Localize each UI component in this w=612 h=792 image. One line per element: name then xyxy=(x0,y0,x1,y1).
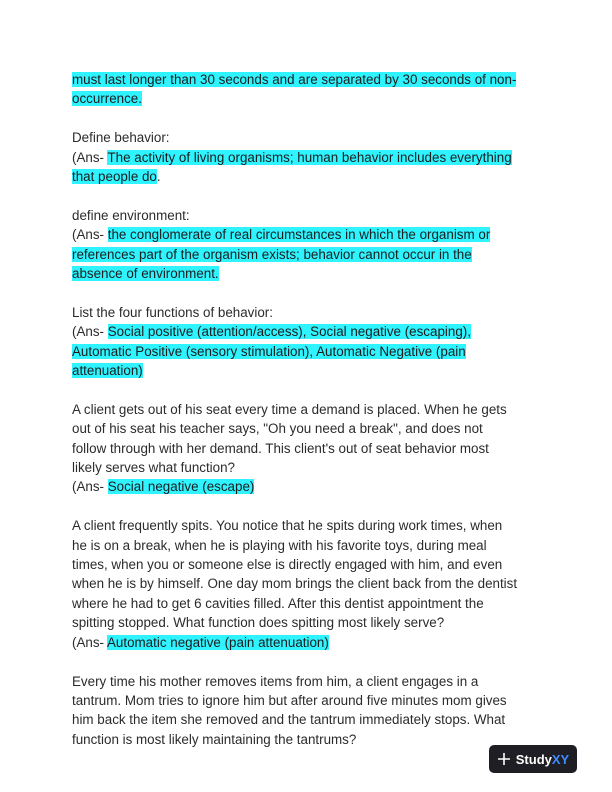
logo-text-accent: XY xyxy=(551,751,570,767)
studyxy-logo xyxy=(489,745,577,773)
highlighted-answer: that people do xyxy=(72,169,157,185)
answer-line xyxy=(72,342,542,361)
answer-line xyxy=(72,148,542,167)
qa-block-define-behavior xyxy=(72,128,542,186)
qa-block-define-environment xyxy=(72,206,542,284)
answer-line xyxy=(72,477,542,496)
question-line: A client frequently spits. You notice that he spits during work times, when xyxy=(72,518,503,534)
qa-block-out-of-seat xyxy=(72,400,542,497)
question-line: he is on a break, when he is playing with his favorite toys, during meal xyxy=(72,537,487,553)
highlighted-answer: Social negative (escape) xyxy=(107,479,255,495)
question-line: spitting stopped. What function does spitting most likely serve? xyxy=(72,615,445,631)
question-line: times, when you or someone else is directly engaged with him, and even xyxy=(72,557,503,573)
question-line: Every time his mother removes items from him, a client engages in a xyxy=(72,673,479,689)
text-line xyxy=(72,89,542,108)
answer-line xyxy=(72,167,542,186)
highlighted-answer: the conglomerate of real circumstances in which the organism or xyxy=(107,227,491,243)
answer-line xyxy=(72,322,542,341)
question-line: Define behavior: xyxy=(72,130,170,146)
qa-block-spitting xyxy=(72,516,542,652)
answer-tail: . xyxy=(156,169,161,185)
text-line xyxy=(72,70,542,89)
question-line: likely serves what function? xyxy=(72,460,235,476)
highlighted-answer: Automatic negative (pain attenuation) xyxy=(106,634,329,650)
answer-line xyxy=(72,361,542,380)
highlighted-answer: The activity of living organisms; human behavior includes everything xyxy=(107,149,512,165)
question-line: out of his seat his teacher says, "Oh you need a break", and does not xyxy=(72,421,483,437)
answer-line xyxy=(72,633,542,652)
highlighted-answer: references part of the organism exists; behavior cannot occur in the xyxy=(72,246,472,262)
answer-prefix: (Ans- xyxy=(72,479,108,495)
highlighted-answer: Automatic Positive (sensory stimulation), Automatic Negative (pain xyxy=(72,343,466,359)
answer-prefix: (Ans- xyxy=(72,324,108,340)
question-line: function is most likely maintaining the tantrums? xyxy=(72,731,357,747)
qa-block-four-functions xyxy=(72,303,542,381)
highlighted-answer: must last longer than 30 seconds and are separated by 30 seconds of non- xyxy=(72,72,517,87)
highlighted-answer: Social positive (attention/access), Social negative (escaping), xyxy=(107,324,471,340)
qa-block-tantrum xyxy=(72,672,542,750)
answer-line xyxy=(72,245,542,264)
question-line: him back the item she removed and the tantrum immediately stops. What xyxy=(72,712,506,728)
question-line: where he had to get 6 cavities filled. After this dentist appointment the xyxy=(72,595,484,611)
answer-prefix: (Ans- xyxy=(72,227,108,243)
question-line: follow through with her demand. This client's out of seat behavior most xyxy=(72,440,489,456)
qa-block-continuation xyxy=(72,70,542,109)
question-line: tantrum. Mom tries to ignore him but after around five minutes mom gives xyxy=(72,692,507,708)
logo-text-main: Study xyxy=(515,751,552,767)
answer-prefix: (Ans- xyxy=(72,634,107,650)
highlighted-answer: occurrence. xyxy=(72,91,142,107)
highlighted-answer: attenuation) xyxy=(72,363,143,379)
question-line: List the four functions of behavior: xyxy=(72,304,273,320)
question-line: when he is by himself. One day mom brings the client back from the dentist xyxy=(72,576,518,592)
highlighted-answer: absence of environment. xyxy=(72,266,219,282)
plus-icon xyxy=(497,752,511,766)
answer-line xyxy=(72,264,542,283)
question-line: A client gets out of his seat every time a demand is placed. When he gets xyxy=(72,401,507,417)
answer-prefix: (Ans- xyxy=(72,149,108,165)
question-line: define environment: xyxy=(72,207,190,223)
answer-line xyxy=(72,225,542,244)
document-page xyxy=(72,70,542,769)
